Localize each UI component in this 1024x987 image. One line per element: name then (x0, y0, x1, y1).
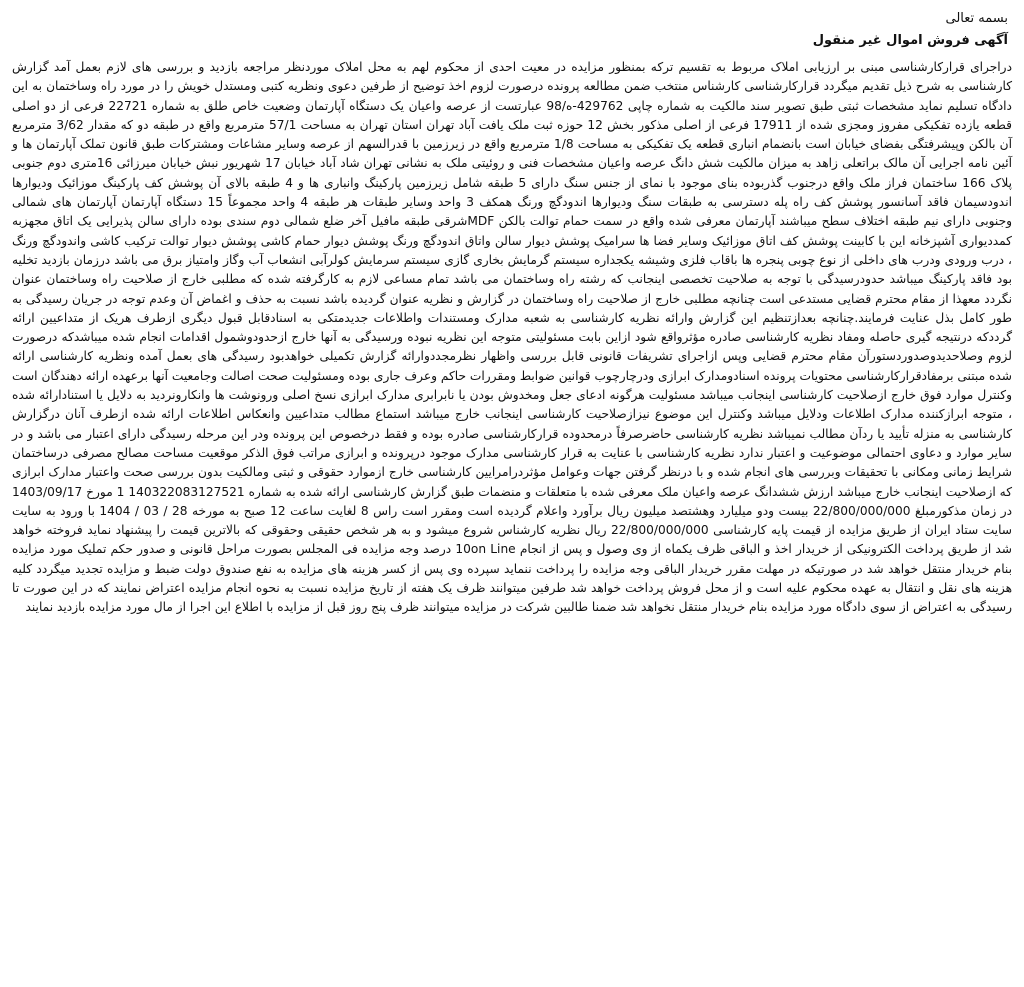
notice-title: آگهی فروش اموال غیر منقول (812, 33, 1008, 48)
notice-body: دراجرای قرارکارشناسی مبنی بر ارزیابی املاک مربوط به تقسیم ترکه بمنظور مزایده در معیت احدی از محکوم لهم به محل املاک موردنظر مراجعه بازدید و بررسی های لازم بعمل آمد گزارش کارشناسی به شرح ذیل تقدیم میگردد قرارکارشناسی کارشناس منتخب ضمن مطالعه پرونده درصورت لزوم اخذ توضیح از طرفین دعوی ونظریه کتبی ومستدل خویش را در مورد راه وساختمان به این دادگاه تسلیم نماید مشخصات ثبتی طبق تصویر سند مالکیت به شماره چاپی 429762-ه/98 عبارتست از عرصه واعیان یک دستگاه آپارتمان وضعیت خاص طلق به شماره 22721 فرعی از دو اصلی قطعه یازده تفکیکی مفروز ومجزی شده از 17911 فرعی از اصلی مذکور بخش 12 حوزه ثبت ملک یافت آباد تهران استان تهران به مساحت 57/1 مترمربع واقع در طبقه دو که مقدار 3/62 مترمربع آن بالکن وپیشرفتگی بفضای خیابان است بانضمام انباری قطعه یک تفکیکی به مساحت 1/8 مترمربع واقع در زیرزمین با قدرالسهم از عرصه وسایر مشاعات ومشترکات طبق قانون تملک آپارتمان ها و آئین نامه اجرایی آن مالک براتعلی زاهد به میزان مالکیت شش دانگ عرصه واعیان مشخصات فنی و روئیتی ملک به نشانی تهران شاد آباد خیابان 17 شهریور نبش خیابان میرزائی 16متری دوم جنوبی پلاک 166 ساختمان فراز ملک واقع درجنوب گذربوده بنای موجود با نمای از جنس سنگ دارای 5 طبقه شامل زیرزمین پارکینگ وانباری ها و 4 طبقه بالای آن پوشش کف پارکینگ موزائیک ودیوارها اندودسیمان فاقد آسانسور پوشش کف راه پله دسترسی به طبقات سنگ ودیوارها اندودگچ ورنگ همکف 3 واحد وسایر طبقات هر طبقه 4 واحد مجموعاً 15 دستگاه آپارتمان آپارتمان های شمالی وجنوبی دارای نیم طبقه اختلاف سطح میباشند آپارتمان معرفی شده واقع در سمت حمام توالت بالکن MDFشرقی طبقه مافیل آخر ضلع شمالی دوم سندی بوده دارای سالن پذیرایی یک اتاق مجهزبه کمددیواری آشپزخانه این با کابینت پوشش کف اتاق موزائیک وسایر فضا ها سرامیک پوشش دیوار سالن واتاق اندودگچ ورنگ پوشش دیوار حمام کاشی پوشش دیوار توالت ترکیب کاشی واندودگچ ورنگ ، درب ورودی ودرب های داخلی از نوع چوبی پنجره ها باقاب فلزی وشیشه یکجداره سیستم گرمایش بخاری گازی سیستم سرمایش کولرآبی انشعاب آب وگاز وامتیاز برق می باشد درزمان بازدید تخلیه بود فاقد پارکینگ میباشد حدودرسیدگی با توجه به صلاحیت تخصصی اینجانب که رشته راه وساختمان می باشد تمام مساعی لازم به کارگرفته شده که مطلبی خارج از صلاحیت راه وساختمان عنوان نگردد معهذا از مقام محترم قضایی مستدعی است چنانچه مطلبی خارج از صلاحیت راه وساختمان در گزارش و نظریه عنوان گردیده باشد نسبت به حذف و اغماض آن وعدم توجه در جریان رسیدگی به طور کامل بذل عنایت فرمایند.چنانچه بعدازتنظیم این گزارش وارائه نظریه کارشناسی به شعبه مدارک ومستندات واطلاعات جدیدمتکی به اسنادقابل قبول دیگری ازطرف هریک از متداعیین ارائه گرددکه درنتیجه گیری حاصله ومفاد نظریه کارشناسی صادره مؤثرواقع شود ازاین بابت مسئولیتی متوجه این نظریه نبوده ورسیدگی به آنها خارج ازحدودوشمول اقدامات انجام شده میباشدکه درصورت لزوم وصلاحدیدوصدوردستورآن مقام محترم قضایی وپس ازاجرای تشریفات قانونی قابل بررسی واظهار نظرمجددوارائه گزارش تکمیلی خواهدبود رسیدگی های بعمل آمده ونظریه کارشناسی ارائه شده مبتنی برمفادقرارکارشناسی محتویات پرونده اسنادومدارک ابرازی ودرچارچوب قوانین ضوابط ومقررات حاکم وعرف جاری بوده ومسئولیت صحت اصالت وجامعیت آنها برعهده ارائه دهندگان است وکنترل موارد فوق خارج ازصلاحیت کارشناسی اینجانب میباشد مسئولیت هرگونه ادعای جعل ومخدوش بودن یا نابرابری مدارک ابرازی نسخ اصلی ورونوشت ها وانکارونردید به دلایل یا استنادارائه شده ، متوجه ابرازکننده مدارک اطلاعات ودلایل میباشد وکنترل این موضوع نیزازصلاحیت کارشناسی اینجانب خارج میباشد استماع مطالب متداعیین وانعکاس اطلاعات ارائه شده ازطرف آنان درگزارش کارشناسی به منزله تأیید یا ردآن مطالب نمیباشد نظریه کارشناسی حاضرصرفاً درمحدوده قرارکارشناسی صادره بوده و فقط درخصوص این پرونده ودر این مرحله رسیدگی دارای اعتبار می باشد و در سایر موارد و دعاوی احتمالی موضوعیت و اعتبار ندارد نظریه کارشناسی با عنایت به قرار کارشناسی مدارک موجود درپرونده و ابرازی مراتب فوق الذکر موقعیت مساحت مصالح مصرفی درساختمان شرایط زمانی ومکانی با تحقیقات وبررسی های انجام شده و با درنظر گرفتن جهات وعوامل مؤثردرامرایین کارشناسی خارج ازموارد حقوقی و ثبتی ومالکیت بدون بررسی صحت واعتبار مدارک ابرازی که ازصلاحیت اینجانب خارج میباشد ارزش ششدانگ عرصه واعیان ملک معرفی شده با متعلقات و منضمات طبق گزارش کارشناسی ارائه شده به شماره 140322083127521 1 مورخ 1403/09/17 در زمان مذکورمبلغ 22/800/000/000 بیست ودو میلیارد وهشتصد میلیون ریال برآورد واعلام گردیده است ومقرر است راس 8 لغایت ساعت 12 صبح به مورخه 28 / 03 / 1404 با ورود به سایت سایت ستاد ایران از طریق مزایده از قیمت پایه کارشناسی 22/800/000/000 ریال نظریه کارشناس شروع میشود و به هر شخص حقیقی وحقوقی که بالاترین قیمت را پیشنهاد نماید فروخته خواهد شد از طریق پرداخت الکترونیکی از خریدار اخذ و الباقی ظرف یکماه از وی وصول و پس از انجام 10on Line درصد وجه مزایده فی المجلس بصورت مراحل قانونی و صدور حکم تملیک مورد مزایده بنام خریدار منتقل خواهد شد در صورتیکه در مهلت مقرر خریدار الباقی وجه مزایده را پرداخت ننماید سپرده وی پس از کسر هزینه های مزایده به نفع صندوق دولت ضبط و مزایده تجدید میگردد کلیه هزینه های نقل و انتقال به عهده محکوم علیه است و از محل فروش پرداخت خواهد شد طرفین میتوانند ظرف یک هفته از تاریخ مزایده نسبت به نحوه انجام مزایده اعتراض نمایند که در این صورت تا رسیدگی به اعتراض از سوی دادگاه مورد مزایده بنام خریدار منتقل نخواهد شد ضمنا طالبین شرکت در مزایده میتوانند ظرف پنج روز قبل از مزایده با اطلاع این اجرا از مال مورد مزایده بازدید نمایند (12, 60, 1013, 615)
basmala-header: بسمه تعالی (945, 11, 1008, 26)
